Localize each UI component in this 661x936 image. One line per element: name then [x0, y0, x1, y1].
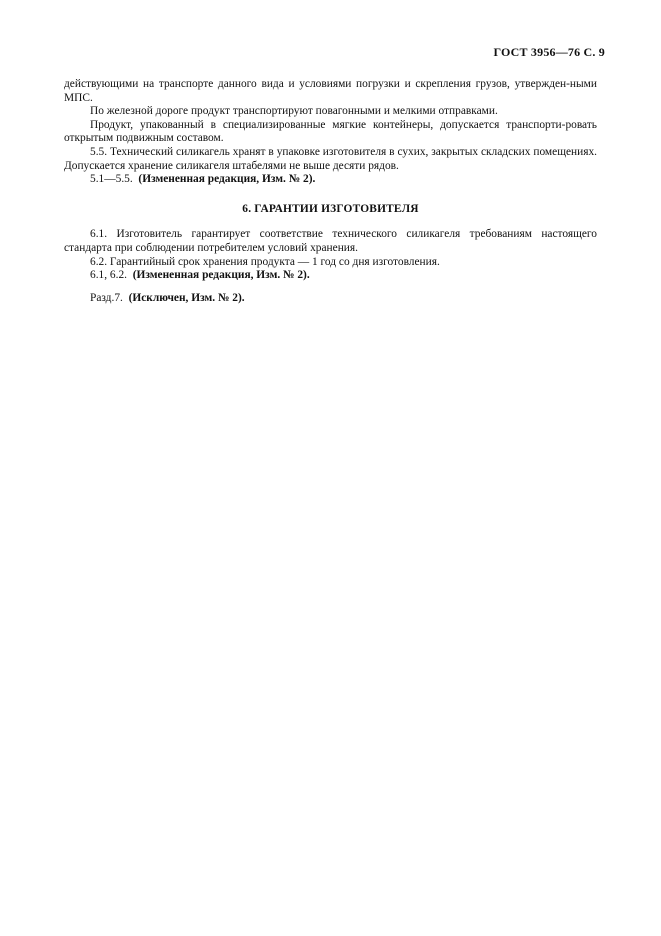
paragraph-transport-rules: действующими на транспорте данного вида и условиями погрузки и скрепления грузов, утвержден-ными МПС. [64, 78, 597, 104]
paragraph-6-2: 6.2. Гарантийный срок хранения продукта — 1 год со дня изготовления. [90, 255, 440, 268]
paragraph-6-1-6-2-amendment [64, 269, 597, 283]
amendment-ref: 6.1, 6.2. [90, 269, 128, 282]
paragraph-section-7 [64, 292, 597, 306]
paragraph-5-1-5-5-amendment [64, 173, 597, 187]
amendment-note: (Измененная редакция, Изм. № 2). [138, 173, 316, 186]
paragraph-6-1: 6.1. Изготовитель гарантирует соответствие технического силикагеля требованиям настоящего стандарта при соблюдении потребителем условий хранения. [64, 228, 597, 254]
paragraph-5-5-storage: 5.5. Технический силикагель хранят в упаковке изготовителя в сухих, закрытых складских помещениях. Допускается хранение силикагеля штабелями не выше десяти рядов. [64, 145, 597, 172]
section-6-title: 6. ГАРАНТИИ ИЗГОТОВИТЕЛЯ [242, 202, 419, 215]
section-7-ref: Разд.7. [90, 291, 123, 304]
amendment-ref: 5.1—5.5. [90, 173, 133, 186]
document-body [64, 78, 597, 305]
paragraph-containers: Продукт, упакованный в специализированные мягкие контейнеры, допускается транспорти-ровать открытым подвижным составом. [64, 118, 597, 145]
page-header: ГОСТ 3956—76 С. 9 [493, 45, 605, 59]
paragraph-railway: По железной дороге продукт транспортируют повагонными и мелкими отправками. [90, 105, 498, 118]
section-7-note: (Исключен, Изм. № 2). [128, 291, 245, 304]
amendment-note: (Измененная редакция, Изм. № 2). [132, 269, 310, 282]
